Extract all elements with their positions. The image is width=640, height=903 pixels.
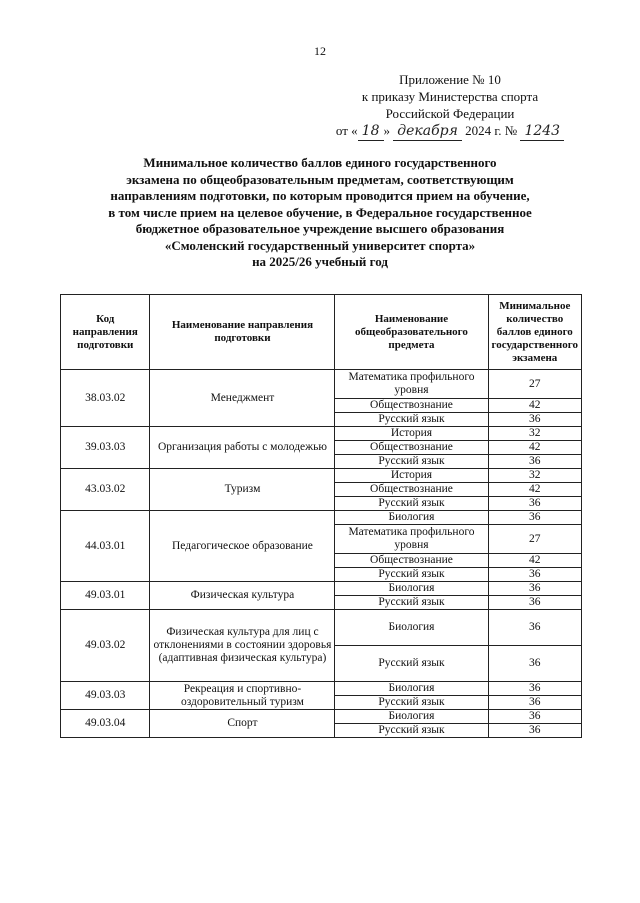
program-name: Педагогическое образование (150, 511, 335, 582)
table-row (61, 370, 582, 399)
min-score: 36 (488, 455, 581, 469)
table-row (61, 610, 582, 646)
min-scores-table (60, 294, 582, 738)
subject-name: Русский язык (335, 497, 488, 511)
heading-line: «Смоленский государственный университет спорта» (164, 237, 476, 253)
program-code: 39.03.03 (61, 427, 150, 469)
subject-name: Биология (335, 682, 488, 696)
program-code: 49.03.04 (61, 710, 150, 738)
program-code: 49.03.03 (61, 682, 150, 710)
date-mid: » (383, 123, 394, 138)
min-score: 36 (488, 413, 581, 427)
subject-name: Биология (335, 610, 488, 646)
subject-name: История (335, 469, 488, 483)
program-name: Физическая культура для лиц с отклонениями в состоянии здоровья (адаптивная физическая культура) (150, 610, 335, 682)
min-score: 36 (488, 511, 581, 525)
appendix-order-ref: к приказу Министерства спорта (361, 89, 539, 104)
order-date-line (320, 122, 580, 141)
subject-name: Биология (335, 710, 488, 724)
table-row (61, 682, 582, 696)
subject-name: Обществознание (335, 441, 488, 455)
min-score: 27 (488, 370, 581, 399)
min-score: 32 (488, 469, 581, 483)
subject-name: Русский язык (335, 696, 488, 710)
subject-name: История (335, 427, 488, 441)
table-header-row (61, 295, 582, 370)
min-score: 36 (488, 646, 581, 682)
program-name: Спорт (150, 710, 335, 738)
min-score: 36 (488, 610, 581, 646)
subject-name: Русский язык (335, 455, 488, 469)
heading-line: в том числе прием на целевое обучение, в Федеральное государственное (108, 204, 532, 220)
subject-name: Русский язык (335, 646, 488, 682)
header-program: Наименование направления подготовки (150, 295, 335, 370)
program-code: 49.03.02 (61, 610, 150, 682)
subject-name: Обществознание (335, 399, 488, 413)
date-prefix: от « (335, 123, 358, 138)
header-subject: Наименование общеобразовательного предмета (335, 295, 488, 370)
program-name: Организация работы с молодежью (150, 427, 335, 469)
program-name: Менеджмент (150, 370, 335, 427)
min-score: 36 (488, 568, 581, 582)
heading-line: направлениям подготовки, по которым проводится прием на обучение, (110, 188, 530, 203)
program-code: 43.03.02 (61, 469, 150, 511)
min-score: 36 (488, 497, 581, 511)
min-score: 36 (488, 582, 581, 596)
subject-name: Русский язык (335, 568, 488, 582)
subject-name: Русский язык (335, 413, 488, 427)
header-code: Код направления подготовки (61, 295, 150, 370)
min-score: 36 (488, 682, 581, 696)
heading-line: экзамена по общеобразовательным предметам, соответствующим (126, 171, 514, 187)
min-score: 42 (488, 554, 581, 568)
subject-name: Математика профильного уровня (335, 370, 488, 399)
subject-name: Биология (335, 511, 488, 525)
program-code: 38.03.02 (61, 370, 150, 427)
table-body (61, 370, 582, 738)
year-text: 2024 г. № (461, 123, 521, 138)
appendix-ministry: Российской Федерации (385, 106, 515, 121)
table-row (61, 469, 582, 483)
min-score: 36 (488, 696, 581, 710)
subject-name: Обществознание (335, 483, 488, 497)
subject-name: Математика профильного уровня (335, 525, 488, 554)
table-row (61, 511, 582, 525)
program-name: Рекреация и спортивно-оздоровительный туризм (150, 682, 335, 710)
min-score: 42 (488, 483, 581, 497)
program-name: Туризм (150, 469, 335, 511)
heading-line: бюджетное образовательное учреждение высшего образования (135, 221, 505, 236)
subject-name: Русский язык (335, 596, 488, 610)
heading-line: на 2025/26 учебный год (252, 254, 388, 269)
min-score: 42 (488, 441, 581, 455)
min-score: 36 (488, 710, 581, 724)
min-score: 27 (488, 525, 581, 554)
min-score: 36 (488, 724, 581, 738)
appendix-block (320, 71, 580, 141)
min-score: 36 (488, 596, 581, 610)
subject-name: Обществознание (335, 554, 488, 568)
min-score: 42 (488, 399, 581, 413)
subject-name: Русский язык (335, 724, 488, 738)
min-score: 32 (488, 427, 581, 441)
table-row (61, 710, 582, 724)
subject-name: Биология (335, 582, 488, 596)
document-heading (60, 155, 580, 271)
program-code: 49.03.01 (61, 582, 150, 610)
heading-line: Минимальное количество баллов единого государственного (143, 155, 497, 170)
appendix-title: Приложение № 10 (399, 72, 501, 87)
handwritten-day: 18 (358, 123, 384, 141)
table-row (61, 427, 582, 441)
program-code: 44.03.01 (61, 511, 150, 582)
handwritten-month: декабря (393, 123, 462, 141)
handwritten-order-number: 1243 (520, 123, 564, 141)
page-number: 12 (314, 44, 326, 58)
program-name: Физическая культура (150, 582, 335, 610)
header-min-score: Минимальное количество баллов единого государственного экзамена (488, 295, 581, 370)
table-row (61, 582, 582, 596)
